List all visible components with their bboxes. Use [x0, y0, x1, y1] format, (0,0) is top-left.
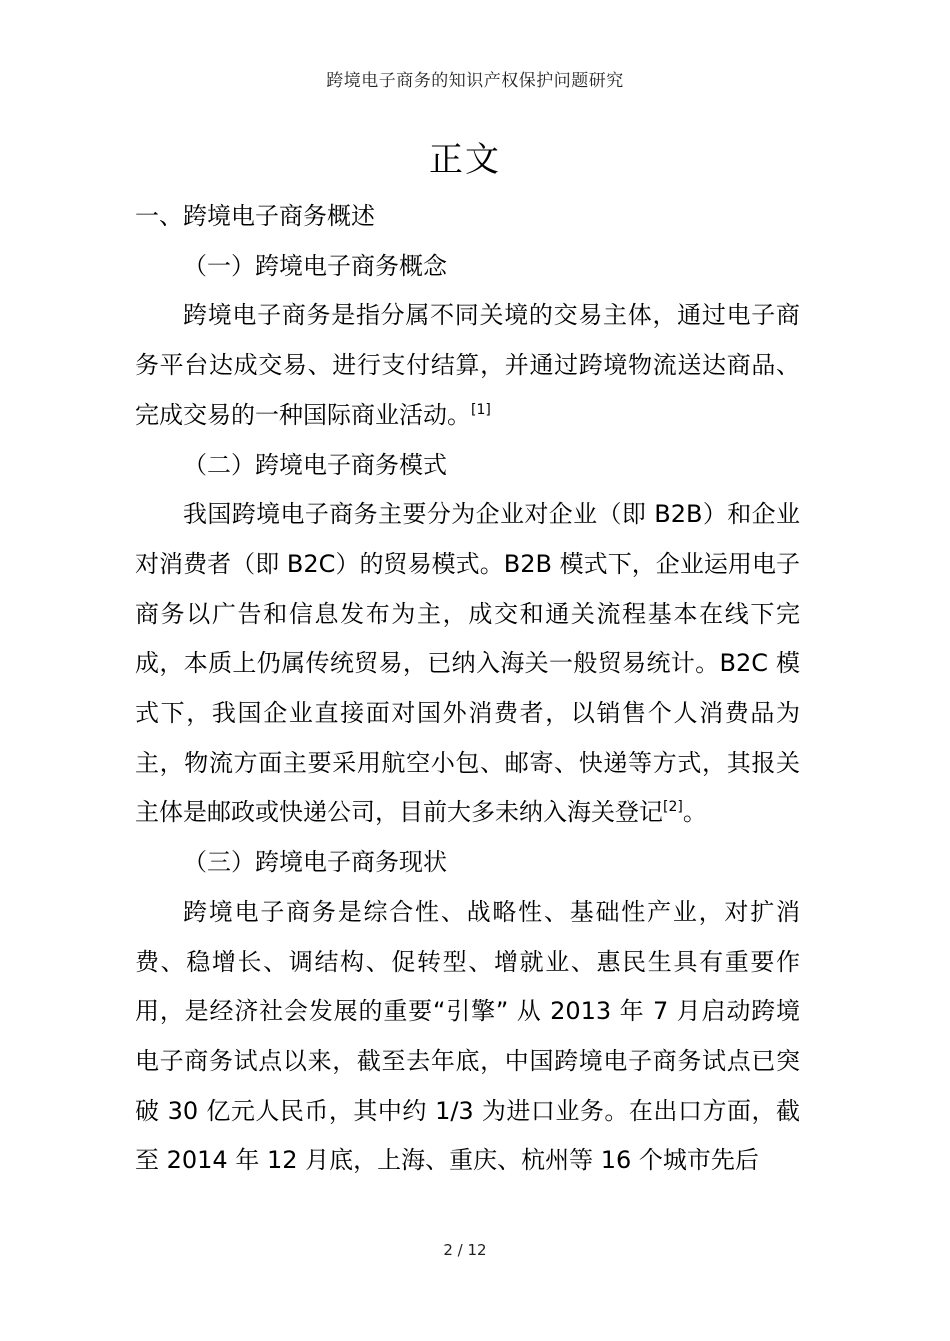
citation-ref: [1] — [471, 401, 491, 418]
paragraph-text: 跨境电子商务是综合性、战略性、基础性产业，对扩消费、稳增长、调结构、促转型、增就业、惠民生具有重要作用，是经济社会发展的重要“引擎” 从 2013 年 7 月启动跨境电子商务试点以来，截至去年底，中国跨境电子商务试点已突破 30 亿元人民币，其中约 1/3 为进口业务。在出口方面，截至 2014 年 12 月底，上海、重庆、杭州等 16 个城市先后 — [135, 897, 800, 1175]
subsection-heading: （一）跨境电子商务概念 — [183, 251, 447, 280]
running-header: 跨境电子商务的知识产权保护问题研究 — [326, 71, 624, 91]
page-number: 2 / 12 — [443, 1241, 487, 1259]
subsection-heading: （二）跨境电子商务模式 — [183, 450, 447, 479]
paragraph — [135, 490, 800, 838]
page-title: 正文 — [429, 140, 501, 180]
paragraph — [135, 888, 800, 1186]
paragraph-text: 跨境电子商务是指分属不同关境的交易主体，通过电子商务平台达成交易、进行支付结算，并通过跨境物流送达商品、完成交易的一种国际商业活动。 — [135, 301, 800, 429]
subsection-heading: （三）跨境电子商务现状 — [183, 848, 447, 877]
paragraph-text: 我国跨境电子商务主要分为企业对企业（即 B2B）和企业对消费者（即 B2C）的贸易模式。B2B 模式下，企业运用电子商务以广告和信息发布为主，成交和通关流程基本在线下完成，本质上仍属传统贸易，已纳入海关一般贸易统计。B2C 模式下，我国企业直接面对国外消费者，以销售个人消费品为主，物流方面主要采用航空小包、邮寄、快递等方式，其报关主体是邮政或快递公司，目前大多未纳入海关登记 — [135, 500, 800, 827]
citation-ref: [2] — [663, 799, 683, 816]
paragraph-tail: 。 — [682, 798, 707, 827]
body-text — [135, 192, 800, 1186]
section-heading: 一、跨境电子商务概述 — [135, 202, 375, 230]
paragraph — [135, 291, 800, 440]
